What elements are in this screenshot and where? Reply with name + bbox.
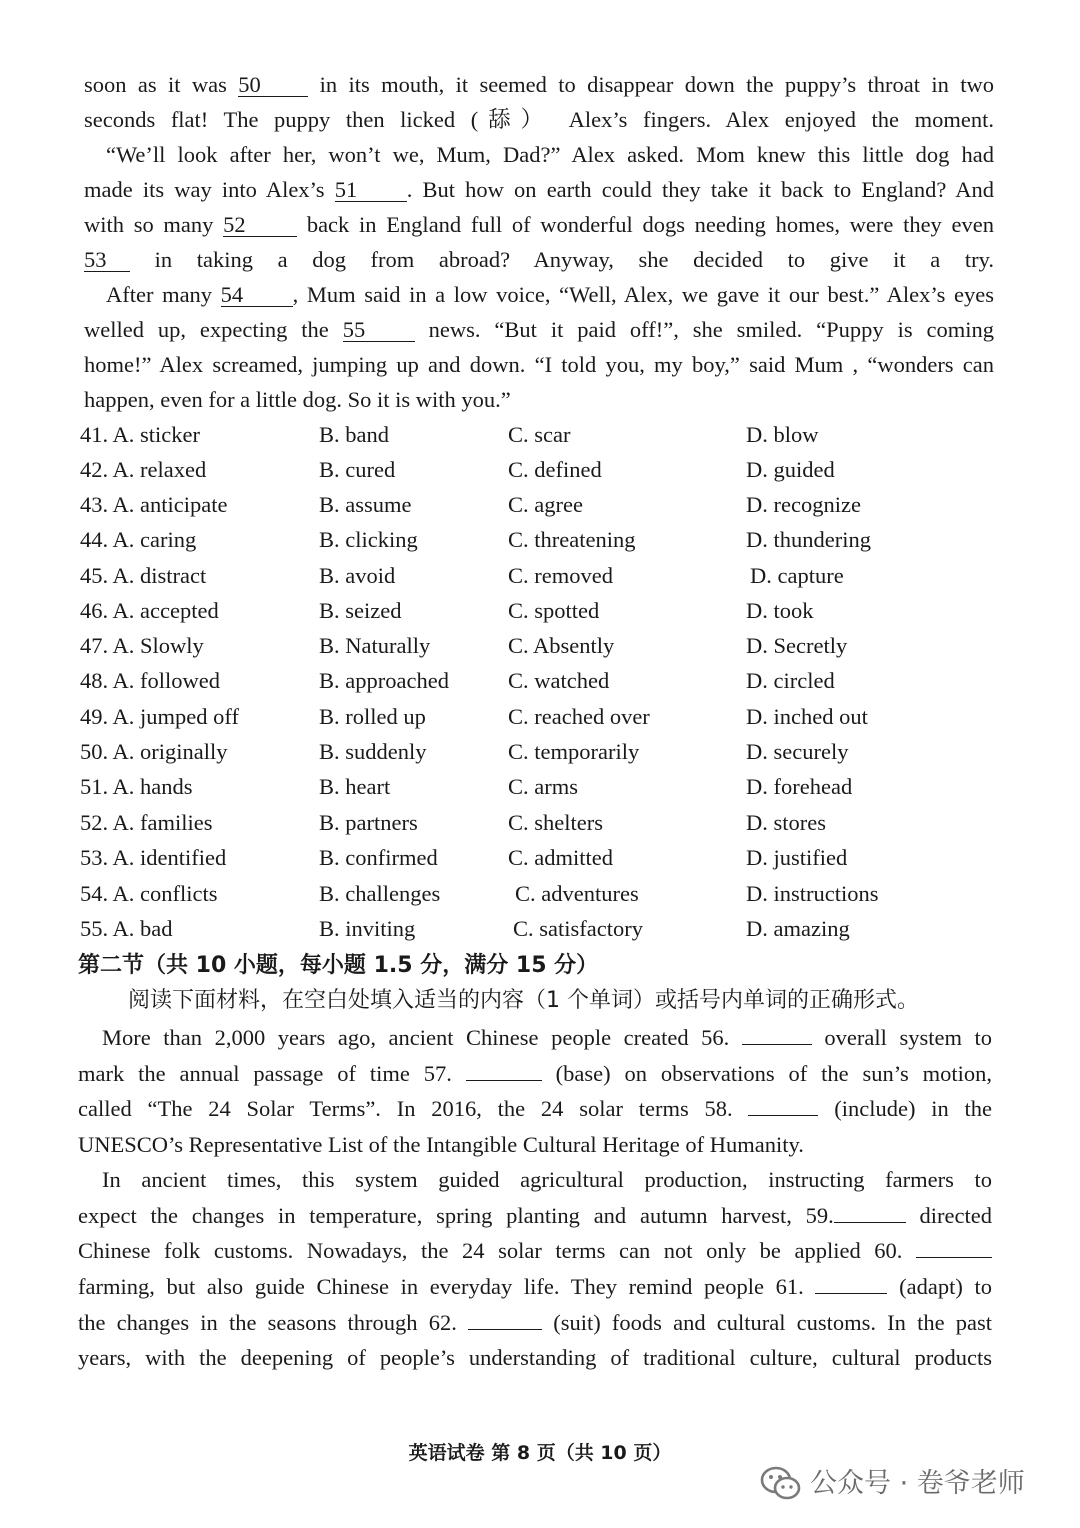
option-c: C. reached over bbox=[508, 704, 650, 729]
option-b: B. cured bbox=[319, 457, 396, 482]
option-d: D. capture bbox=[750, 563, 844, 588]
option-c: C. threatening bbox=[508, 527, 636, 552]
option-a: 42. A. relaxed bbox=[80, 457, 207, 482]
option-b: B. assume bbox=[319, 492, 412, 517]
option-c: C. Absently bbox=[508, 633, 615, 658]
option-a: 43. A. anticipate bbox=[80, 492, 228, 517]
passage1-line: seconds flat! The puppy then licked (舔） Alex’s fingers. Alex enjoyed the moment. bbox=[84, 107, 994, 132]
option-b: B. clicking bbox=[319, 527, 418, 552]
passage2-line: Chinese folk customs. Nowadays, the 24 solar terms can not only be applied 60. bbox=[78, 1233, 992, 1268]
page-footer: 英语试卷 第 8 页（共 10 页） bbox=[408, 1442, 672, 1464]
passage1-line: welled up, expecting the 55 news. “But it paid off!”, she smiled. “Puppy is coming bbox=[84, 317, 995, 342]
passage1-line: with so many 52 back in England full of wonderful dogs needing homes, were they even bbox=[84, 212, 994, 237]
passage1-line: 53 in taking a dog from abroad? Anyway, she decided to give it a try. bbox=[84, 247, 995, 272]
option-a: 47. A. Slowly bbox=[80, 633, 204, 658]
cloze-blank-51: 51 bbox=[335, 179, 407, 202]
passage1-line: After many 54 , Mum said in a low voice, “Well, Alex, we gave it our best.” Alex’s eyes bbox=[106, 282, 995, 307]
option-c: C. defined bbox=[508, 457, 602, 482]
watermark-text: 公众号 · 卷爷老师 bbox=[810, 1468, 1025, 1499]
option-b: B. heart bbox=[319, 774, 391, 799]
option-b: B. band bbox=[319, 422, 389, 447]
option-a: 55. A. bad bbox=[80, 916, 173, 941]
fill-blank-60 bbox=[916, 1257, 992, 1258]
option-d: D. stores bbox=[746, 810, 826, 835]
passage2-line: farming, but also guide Chinese in everyday life. They remind people 61. (adapt) to bbox=[78, 1274, 993, 1299]
wechat-icon bbox=[760, 1464, 802, 1504]
fill-blank-58 bbox=[748, 1115, 818, 1116]
fill-blank-57 bbox=[466, 1080, 542, 1081]
option-b: B. approached bbox=[319, 668, 449, 693]
option-b: B. seized bbox=[319, 598, 402, 623]
option-a: 53. A. identified bbox=[80, 845, 227, 870]
option-row bbox=[80, 876, 980, 911]
option-row bbox=[80, 417, 980, 452]
passage2-line: In ancient times, this system guided agricultural production, instructing farmers to bbox=[102, 1167, 992, 1192]
option-c: C. removed bbox=[508, 563, 613, 588]
passage1-line: made its way into Alex’s 51 . But how on earth could they take it back to England? And bbox=[84, 177, 994, 202]
option-d: D. recognize bbox=[746, 492, 861, 517]
passage1-line: home!” Alex screamed, jumping up and down. “I told you, my boy,” said Mum , “wonders can bbox=[84, 352, 994, 377]
option-d: D. took bbox=[746, 598, 814, 623]
option-row bbox=[80, 452, 980, 487]
option-row bbox=[80, 699, 980, 734]
option-c: C. spotted bbox=[508, 598, 600, 623]
option-row bbox=[80, 840, 980, 875]
option-b: B. suddenly bbox=[319, 739, 427, 764]
option-b: B. inviting bbox=[319, 916, 416, 941]
option-b: B. Naturally bbox=[319, 633, 431, 658]
cloze-blank-53: 53 bbox=[84, 249, 130, 272]
option-a: 50. A. originally bbox=[80, 739, 228, 764]
option-c: C. satisfactory bbox=[513, 916, 643, 941]
passage2-line: More than 2,000 years ago, ancient Chinese people created 56. overall system to bbox=[102, 1025, 993, 1050]
option-d: D. justified bbox=[746, 845, 848, 870]
option-c: C. shelters bbox=[508, 810, 603, 835]
cloze-blank-50: 50 bbox=[238, 74, 308, 97]
option-b: B. confirmed bbox=[319, 845, 438, 870]
fill-blank-61 bbox=[815, 1293, 887, 1294]
option-c: C. agree bbox=[508, 492, 583, 517]
cloze-blank-55: 55 bbox=[343, 319, 415, 342]
option-a: 48. A. followed bbox=[80, 668, 220, 693]
option-c: C. arms bbox=[508, 774, 578, 799]
passage2-line: called “The 24 Solar Terms”. In 2016, the 24 solar terms 58. (include) in the bbox=[78, 1096, 993, 1121]
option-row bbox=[80, 769, 980, 804]
option-a: 51. A. hands bbox=[80, 774, 193, 799]
option-c: C. admitted bbox=[508, 845, 613, 870]
option-c: C. scar bbox=[508, 422, 571, 447]
option-a: 45. A. distract bbox=[80, 563, 207, 588]
option-a: 54. A. conflicts bbox=[80, 881, 218, 906]
option-row bbox=[80, 805, 980, 840]
passage2-line: mark the annual passage of time 57. (base) on observations of the sun’s motion, bbox=[78, 1061, 993, 1086]
option-c: C. temporarily bbox=[508, 739, 640, 764]
option-row bbox=[80, 734, 980, 769]
passage2-line: years, with the deepening of people’s understanding of traditional culture, cultural products bbox=[78, 1345, 992, 1370]
option-d: D. amazing bbox=[746, 916, 850, 941]
option-a: 49. A. jumped off bbox=[80, 704, 239, 729]
option-d: D. blow bbox=[746, 422, 819, 447]
option-d: D. circled bbox=[746, 668, 835, 693]
option-row bbox=[80, 593, 980, 628]
passage1-line: “We’ll look after her, won’t we, Mum, Dad?” Alex asked. Mom knew this little dog had bbox=[106, 142, 994, 167]
fill-blank-62 bbox=[468, 1329, 542, 1330]
cloze-blank-52: 52 bbox=[223, 214, 297, 237]
section-heading: 第二节（共 10 小题，每小题 1.5 分，满分 15 分） bbox=[78, 953, 599, 978]
option-row bbox=[80, 558, 980, 593]
fill-blank-59 bbox=[834, 1222, 906, 1223]
option-a: 44. A. caring bbox=[80, 527, 197, 552]
option-row bbox=[80, 522, 980, 557]
passage2-line: UNESCO’s Representative List of the Intangible Cultural Heritage of Humanity. bbox=[78, 1132, 804, 1157]
option-row bbox=[80, 487, 980, 522]
fill-blank-56 bbox=[742, 1044, 812, 1045]
option-d: D. thundering bbox=[746, 527, 871, 552]
option-d: D. Secretly bbox=[746, 633, 848, 658]
option-a: 41. A. sticker bbox=[80, 422, 200, 447]
option-d: D. forehead bbox=[746, 774, 853, 799]
section-instruction: 阅读下面材料，在空白处填入适当的内容（1 个单词）或括号内单词的正确形式。 bbox=[128, 988, 919, 1013]
option-b: B. avoid bbox=[319, 563, 396, 588]
cloze-blank-54: 54 bbox=[221, 284, 293, 307]
option-b: B. partners bbox=[319, 810, 418, 835]
passage1-line: soon as it was 50 in its mouth, it seemed to disappear down the puppy’s throat in two bbox=[84, 72, 995, 97]
option-row bbox=[80, 911, 980, 946]
option-a: 46. A. accepted bbox=[80, 598, 219, 623]
option-a: 52. A. families bbox=[80, 810, 213, 835]
option-b: B. challenges bbox=[319, 881, 441, 906]
passage2-line: expect the changes in temperature, spring planting and autumn harvest, 59. directed bbox=[78, 1203, 993, 1228]
option-d: D. inched out bbox=[746, 704, 868, 729]
option-d: D. guided bbox=[746, 457, 835, 482]
option-c: C. watched bbox=[508, 668, 610, 693]
option-row bbox=[80, 663, 980, 698]
option-b: B. rolled up bbox=[319, 704, 426, 729]
option-d: D. instructions bbox=[746, 881, 879, 906]
option-d: D. securely bbox=[746, 739, 849, 764]
option-row bbox=[80, 628, 980, 663]
option-c: C. adventures bbox=[515, 881, 639, 906]
passage1-line: happen, even for a little dog. So it is with you.” bbox=[84, 387, 511, 412]
passage2-line: the changes in the seasons through 62. (suit) foods and cultural customs. In the past bbox=[78, 1310, 993, 1335]
